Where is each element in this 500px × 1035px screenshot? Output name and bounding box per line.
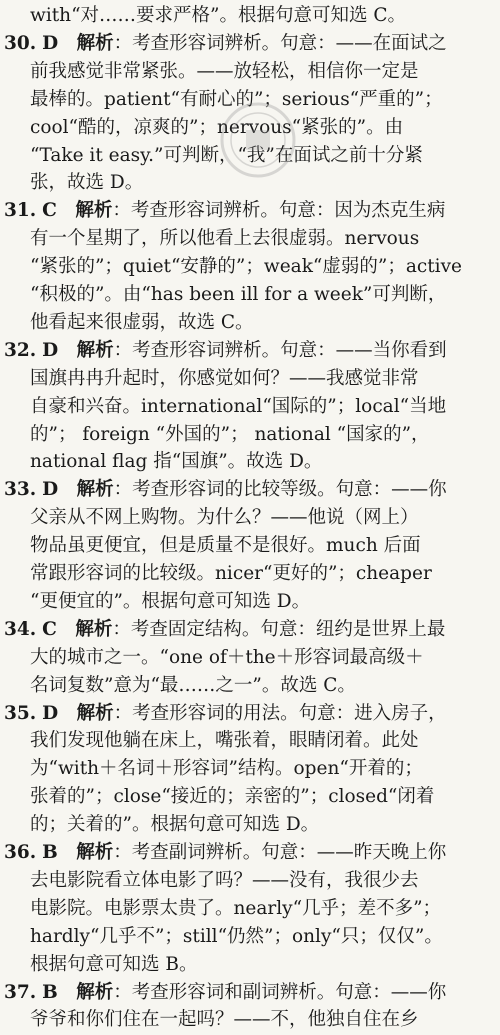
explanation-text: 爷爷和你们住在一起吗？——不，他独自住在乡 [30,1009,419,1031]
question-heading-line [0,699,500,729]
explanation-line [0,1,500,31]
analysis-text: ：考查形容词辨析。句意：因为杰克生病 [112,200,446,222]
explanation-text: “紧张的”；quiet“安静的”；weak“虚弱的”；active [30,256,462,278]
analysis-label: 解析 [76,339,114,361]
question-number: 32. [4,339,37,361]
explanation-text: national flag 指“国旗”。故选 D。 [30,451,323,473]
explanation-text: 前我感觉非常紧张。——放轻松，相信你一定是 [30,60,419,82]
answer-letter: C [42,618,57,640]
explanation-text: with“对……要求严格”。根据句意可知选 C。 [30,5,407,26]
explanation-text: 父亲从不网上购物。为什么？——他说（网上） [30,507,419,529]
answer-letter: D [42,702,59,724]
explanation-line [0,950,500,980]
explanation-line [0,559,500,589]
question-number: 33. [4,479,37,501]
explanation-line [0,782,500,812]
analysis-text: ：考查形容词的用法。句意：进入房子， [113,702,447,724]
explanation-text: 电影院。电影票太贵了。nearly“几乎；差不多”； [30,897,442,919]
explanation-text: 我们发现他躺在床上，嘴张着，眼睛闭着。此处 [30,730,419,752]
explanation-line [0,280,500,310]
explanation-text: 物品虽更便宜，但是质量不是很好。much 后面 [30,535,421,557]
explanation-text: 张着的”；close“接近的；亲密的”；closed“闭着 [30,786,435,808]
explanation-text: 大的城市之一。“one of＋the＋形容词最高级＋ [30,646,424,668]
explanation-line [0,726,500,756]
answer-letter: D [42,32,59,54]
explanation-text: 名词复数”意为“最……之一”。故选 C。 [30,674,356,696]
analysis-text: ：考查形容词辨析。句意：——在面试之 [113,32,447,54]
answer-letter: D [42,479,59,501]
question-heading-line [0,29,500,59]
explanation-text: 常跟形容词的比较级。nicer“更好的”；cheaper [30,563,432,584]
question-number: 34. [4,618,37,640]
analysis-label: 解析 [76,32,114,54]
analysis-text: ：考查副词辨析。句意：——昨天晚上你 [113,842,447,863]
explanation-line [0,503,500,533]
explanation-line [0,810,500,840]
explanation-text: 自豪和兴奋。international“国际的”；local“当地 [30,395,447,417]
question-heading-line [0,196,500,226]
explanation-line [0,252,500,282]
analysis-label: 解析 [75,618,113,640]
analysis-text: ：考查形容词和副词辨析。句意：——你 [113,981,447,1003]
explanation-line [0,587,500,617]
explanation-text: 的；关着的”。根据句意可知选 D。 [30,814,320,836]
analysis-label: 解析 [76,479,114,501]
explanation-text: cool“酷的，凉爽的”；nervous“紧张的”。由 [30,116,404,138]
explanation-line [0,531,500,561]
analysis-label: 解析 [76,842,114,863]
explanation-line [0,224,500,254]
question-number: 37. [4,981,37,1003]
explanation-text: 去电影院看立体电影了吗？——没有，我很少去 [30,869,419,891]
explanation-text: “Take it easy.”可判断，“我”在面试之前十分紧 [30,144,423,166]
explanation-text: 他看起来很虚弱，故选 C。 [30,311,254,333]
question-heading-line [0,615,500,645]
explanation-line [0,420,500,450]
analysis-label: 解析 [75,200,113,222]
explanation-text: 国旗冉冉升起时，你感觉如何？——我感觉非常 [30,367,419,389]
explanation-line [0,922,500,952]
question-number: 31. [4,200,37,222]
analysis-text: ：考查形容词辨析。句意：——当你看到 [113,339,447,361]
explanation-text: “更便宜的”。根据句意可知选 D。 [30,590,311,612]
question-number: 35. [4,702,37,724]
explanation-text: 有一个星期了，所以他看上去很虚弱。nervous [30,228,420,250]
question-heading-line [0,475,500,505]
analysis-text: ：考查形容词的比较等级。句意：——你 [113,479,447,501]
question-number: 36. [4,842,37,863]
question-number: 30. [4,32,37,54]
explanation-line [0,364,500,394]
answer-letter: B [42,981,58,1003]
explanation-line [0,1005,500,1035]
explanation-text: 张，故选 D。 [30,172,144,194]
explanation-line [0,671,500,701]
analysis-label: 解析 [76,702,114,724]
question-heading-line [0,978,500,1008]
explanation-line [0,643,500,673]
explanation-text: 最棒的。patient“有耐心的”；serious“严重的”； [30,88,443,110]
explanation-text: 为“with＋名词＋形容词”结构。open“开着的； [30,758,423,780]
explanation-line [0,894,500,924]
explanation-line [0,392,500,422]
analysis-label: 解析 [76,981,114,1003]
seal-watermark-icon [218,100,298,180]
explanation-line [0,754,500,784]
analysis-text: ：考查固定结构。句意：纽约是世界上最 [112,618,446,640]
answer-letter: C [42,200,57,222]
explanation-text: “积极的”。由“has been ill for a week”可判断， [30,284,447,305]
explanation-text: 的”； foreign “外国的”； national “国家的”， [30,423,430,445]
explanation-line [0,866,500,896]
explanation-line [0,447,500,477]
explanation-text: 根据句意可知选 B。 [30,953,198,975]
question-heading-line [0,336,500,366]
explanation-line [0,57,500,87]
explanation-text: hardly“几乎不”；still“仍然”；only“只；仅仅”。 [30,925,443,947]
question-heading-line [0,838,500,868]
answer-letter: B [42,842,58,863]
answer-letter: D [42,339,59,361]
explanation-line [0,308,500,338]
